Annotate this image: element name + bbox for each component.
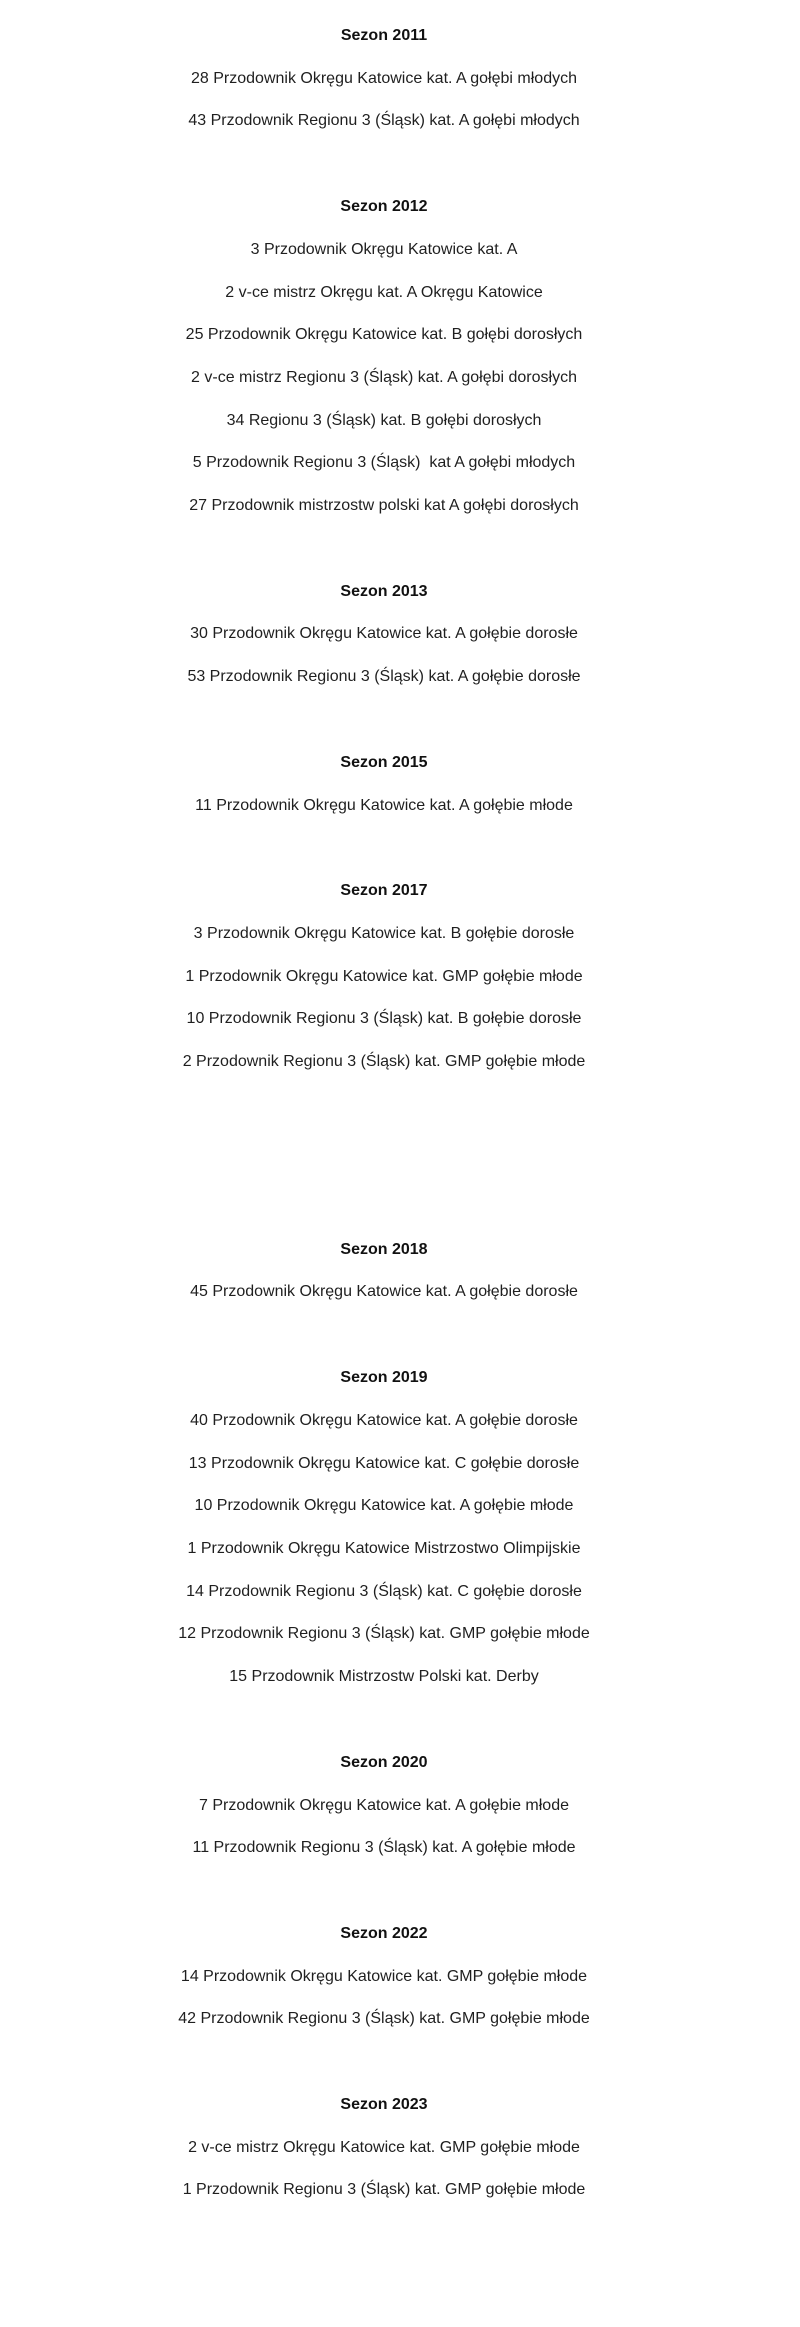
season-sections-list <box>14 15 754 2212</box>
season-achievements <box>14 613 754 698</box>
season-section <box>14 15 754 143</box>
season-section <box>14 870 754 1084</box>
achievement-line: 34 Regionu 3 (Śląsk) kat. B gołębi dorosłych <box>226 411 542 429</box>
achievement-line: 25 Przodownik Okręgu Katowice kat. B gołębi dorosłych <box>185 326 583 344</box>
season-achievements <box>14 1271 754 1314</box>
season-achievements <box>14 2127 754 2212</box>
achievement-line: 10 Przodownik Okręgu Katowice kat. A gołębie młode <box>194 1497 574 1515</box>
season-title: Sezon 2018 <box>340 1240 428 1258</box>
achievement-line: 40 Przodownik Okręgu Katowice kat. A gołębie dorosłe <box>190 1411 578 1429</box>
season-title: Sezon 2013 <box>340 582 428 600</box>
achievement-line: 2 v-ce mistrz Regionu 3 (Śląsk) kat. A gołębi dorosłych <box>191 368 577 386</box>
achievement-line: 15 Przodownik Mistrzostw Polski kat. Derby <box>229 1668 539 1686</box>
season-section <box>14 571 754 699</box>
achievement-line: 11 Przodownik Okręgu Katowice kat. A gołębie młode <box>195 796 573 814</box>
season-section <box>14 1742 754 1870</box>
achievement-line: 1 Przodownik Okręgu Katowice Mistrzostwo Olimpijskie <box>187 1539 581 1557</box>
season-achievements <box>14 913 754 1084</box>
achievement-line: 13 Przodownik Okręgu Katowice kat. C gołębie dorosłe <box>188 1454 580 1472</box>
season-section <box>14 186 754 528</box>
achievement-line: 1 Przodownik Okręgu Katowice kat. GMP gołębie młode <box>185 967 583 985</box>
season-section <box>14 2084 754 2212</box>
season-achievements <box>14 1785 754 1870</box>
achievement-line: 14 Przodownik Regionu 3 (Śląsk) kat. C gołębie dorosłe <box>186 1582 582 1600</box>
achievement-line: 2 Przodownik Regionu 3 (Śląsk) kat. GMP gołębie młode <box>182 1053 586 1071</box>
achievement-line: 28 Przodownik Okręgu Katowice kat. A gołębi młodych <box>191 69 577 87</box>
achievement-line: 12 Przodownik Regionu 3 (Śląsk) kat. GMP gołębie młode <box>178 1625 590 1643</box>
achievement-line: 10 Przodownik Regionu 3 (Śląsk) kat. B gołębie dorosłe <box>186 1010 582 1028</box>
season-achievements <box>14 229 754 528</box>
achievement-line: 30 Przodownik Okręgu Katowice kat. A gołębie dorosłe <box>190 625 578 643</box>
season-achievements <box>14 1400 754 1699</box>
season-achievements <box>14 1956 754 2041</box>
season-title: Sezon 2017 <box>340 882 428 900</box>
achievement-line: 53 Przodownik Regionu 3 (Śląsk) kat. A gołębie dorosłe <box>187 668 581 686</box>
achievement-line: 7 Przodownik Okręgu Katowice kat. A gołębie młode <box>199 1796 569 1814</box>
achievement-line: 43 Przodownik Regionu 3 (Śląsk) kat. A gołębi młodych <box>188 112 580 130</box>
achievement-line: 14 Przodownik Okręgu Katowice kat. GMP gołębie młode <box>180 1967 588 1985</box>
season-title: Sezon 2015 <box>340 753 428 771</box>
achievement-line: 3 Przodownik Okręgu Katowice kat. A <box>250 240 518 258</box>
season-title: Sezon 2023 <box>340 2096 428 2114</box>
season-title: Sezon 2020 <box>340 1753 428 1771</box>
season-achievements <box>14 58 754 143</box>
season-title: Sezon 2011 <box>340 27 428 44</box>
achievement-line: 42 Przodownik Regionu 3 (Śląsk) kat. GMP gołębie młode <box>178 2010 590 2028</box>
season-title: Sezon 2012 <box>340 198 428 216</box>
achievement-line: 5 Przodownik Regionu 3 (Śląsk) kat A gołębi młodych <box>192 454 576 472</box>
achievement-line: 11 Przodownik Regionu 3 (Śląsk) kat. A gołębie młode <box>192 1839 576 1857</box>
achievement-line: 27 Przodownik mistrzostw polski kat A gołębi dorosłych <box>189 497 579 515</box>
season-section <box>14 1357 754 1699</box>
season-section <box>14 1913 754 2041</box>
achievement-line: 3 Przodownik Okręgu Katowice kat. B gołębie dorosłe <box>193 924 575 942</box>
season-title: Sezon 2022 <box>340 1924 428 1942</box>
achievement-line: 45 Przodownik Okręgu Katowice kat. A gołębie dorosłe <box>190 1283 578 1301</box>
season-title: Sezon 2019 <box>340 1369 428 1387</box>
season-section <box>14 1229 754 1314</box>
achievement-line: 1 Przodownik Regionu 3 (Śląsk) kat. GMP gołębie młode <box>182 2181 586 2199</box>
achievement-line: 2 v-ce mistrz Okręgu kat. A Okręgu Katowice <box>225 283 543 301</box>
achievement-line: 2 v-ce mistrz Okręgu Katowice kat. GMP gołębie młode <box>188 2138 580 2156</box>
season-achievements <box>14 785 754 828</box>
season-section <box>14 742 754 827</box>
